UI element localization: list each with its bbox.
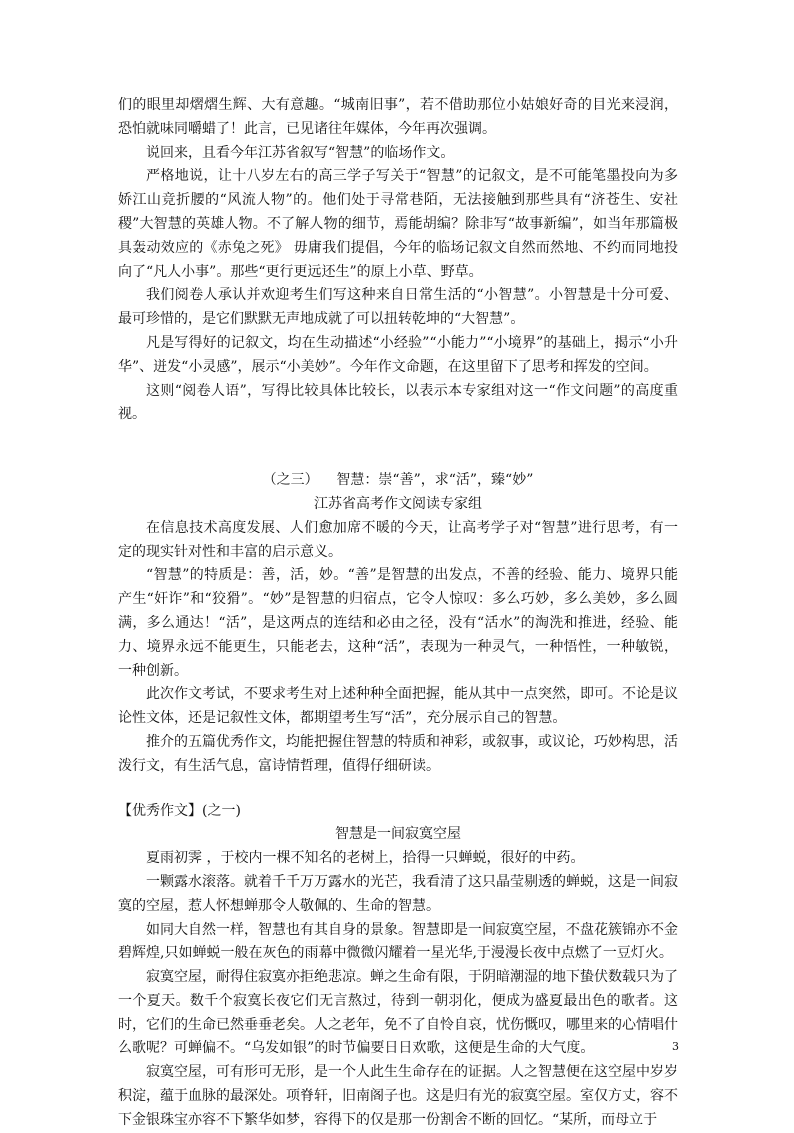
paragraph: 严格地说，让十八岁左右的高三学子写关于“智慧”的记叙文，是不可能笔墨投向为多娇江山竞折腰的“风流人物”的。他们处于寻常巷陌，无法接触到那些具有“济苍生、安社稷”大智慧的英雄人物。不了解人物的细节，焉能胡编？除非写“故事新编”，如当年那篇极具轰动效应的《赤兔之死》 毋庸我们提倡，今年的临场记叙文自然而然地、不约而同地投向了“凡人小事”。那些“更行更远还生”的原上小草、野草。 [118, 168, 678, 280]
paragraph: 这则“阅卷人语”，写得比较具体比较长，以表示本专家组对这一“作文问题”的高度重视。 [118, 382, 678, 423]
paragraph: 一颗露水滚落。就着千千万万露水的光芒，我看清了这只晶莹剔透的蝉蜕，这是一间寂寞的空屋，惹人怀想蝉那令人敬佩的、生命的智慧。 [118, 873, 678, 914]
paragraph: 我们阅卷人承认并欢迎考生们写这种来自日常生活的“小智慧”。小智慧是十分可爱、最可珍惜的，是它们默默无声地成就了可以扭转乾坤的“大智慧”。 [118, 287, 678, 328]
essay-title: 智慧是一间寂寞空屋 [335, 826, 461, 843]
section-author: 江苏省高考作文阅读专家组 [314, 495, 482, 512]
page-number: 3 [672, 1040, 679, 1053]
paragraph: 如同大自然一样，智慧也有其自身的景象。智慧即是一间寂寞空屋，不盘花簇锦亦不金碧辉煌,只如蝉蜕一般在灰色的雨幕中微微闪耀着一星光华,于漫漫长夜中点燃了一豆灯火。 [118, 921, 678, 962]
paragraph: 夏雨初霁 ，于校内一棵不知名的老树上，拾得一只蝉蜕，很好的中药。 [146, 850, 585, 867]
paragraph: 在信息技术高度发展、人们愈加席不暖的今天，让高考学子对“智慧”进行思考，有一定的现实针对性和丰富的启示意义。 [118, 519, 678, 560]
essay-label: 【优秀作文】(之一) [118, 802, 241, 819]
spacer [118, 448, 678, 469]
paragraph: 此次作文考试，不要求考生对上述种种全面把握，能从其中一点突然，即可。不论是议论性文体，还是记叙性文体，都期望考生写“活”，充分展示自己的智慧。 [118, 686, 678, 727]
document-page [118, 94, 678, 1133]
spacer [118, 427, 678, 448]
section-title: （之三） 智慧：崇“善”，求“活”，臻“妙” [262, 472, 534, 489]
paragraph: 推介的五篇优秀作文，均能把握住智慧的特质和神彩，或叙事，或议论，巧妙构思，活泼行文，有生活气息，富诗情哲理，值得仔细研读。 [118, 733, 678, 774]
paragraph: 寂寞空屋，耐得住寂寞亦拒绝悲凉。蝉之生命有限，于阴暗潮湿的地下蛰伏数载只为了一个夏天。数千个寂寞长夜它们无言熬过，待到一朝羽化，便成为盛夏最出色的歌者。这时，它们的生命已然垂垂老矣。人之老年，免不了自怜自哀，忧伤慨叹，哪里来的心情唱什么歌呢？可蝉偏不。“乌发如银”的时节偏要日日欢歌，这便是生命的大气度。 [118, 969, 678, 1057]
paragraph: 凡是写得好的记叙文，均在生动描述“小经验”“小能力”“小境界”的基础上，揭示“小升华”、迸发“小灵感”，展示“小美妙”。今年作文命题，在这里留下了思考和挥发的空间。 [118, 334, 678, 375]
paragraph-continuation: 们的眼里却熠熠生辉、大有意趣。“城南旧事”，若不借助那位小姑娘好奇的目光来浸润，恐怕就味同嚼蜡了！此言，已见诸往年媒体，今年再次强调。 [118, 97, 678, 137]
paragraph: 寂寞空屋，可有形可无形，是一个人此生生命存在的证据。人之智慧便在这空屋中岁岁积淀，蕴于血脉的最深处。项脊轩，旧南阁子也。这是归有光的寂寞空屋。室仅方丈，容不下金银珠宝亦容不下繁华如梦，容得下的仅是那一份割舍不断的回忆。“某所，而母立于 [118, 1064, 678, 1128]
spacer [118, 779, 678, 800]
paragraph: 说回来，且看今年江苏省叙写“智慧”的临场作文。 [146, 144, 455, 161]
paragraph: “智慧”的特质是：善，活，妙。“善”是智慧的出发点，不善的经验、能力、境界只能产生“奸诈”和“狡猾”。“妙”是智慧的归宿点，它令人惊叹：多么巧妙，多么美妙，多么圆满，多么通达！“活”，是这两点的连结和必由之径，没有“活水”的淘洗和推进，经验、能力、境界永远不能更生，只能老去，这种“活”，表现为一种灵气，一种悟性，一种敏锐，一种创新。 [118, 567, 678, 679]
